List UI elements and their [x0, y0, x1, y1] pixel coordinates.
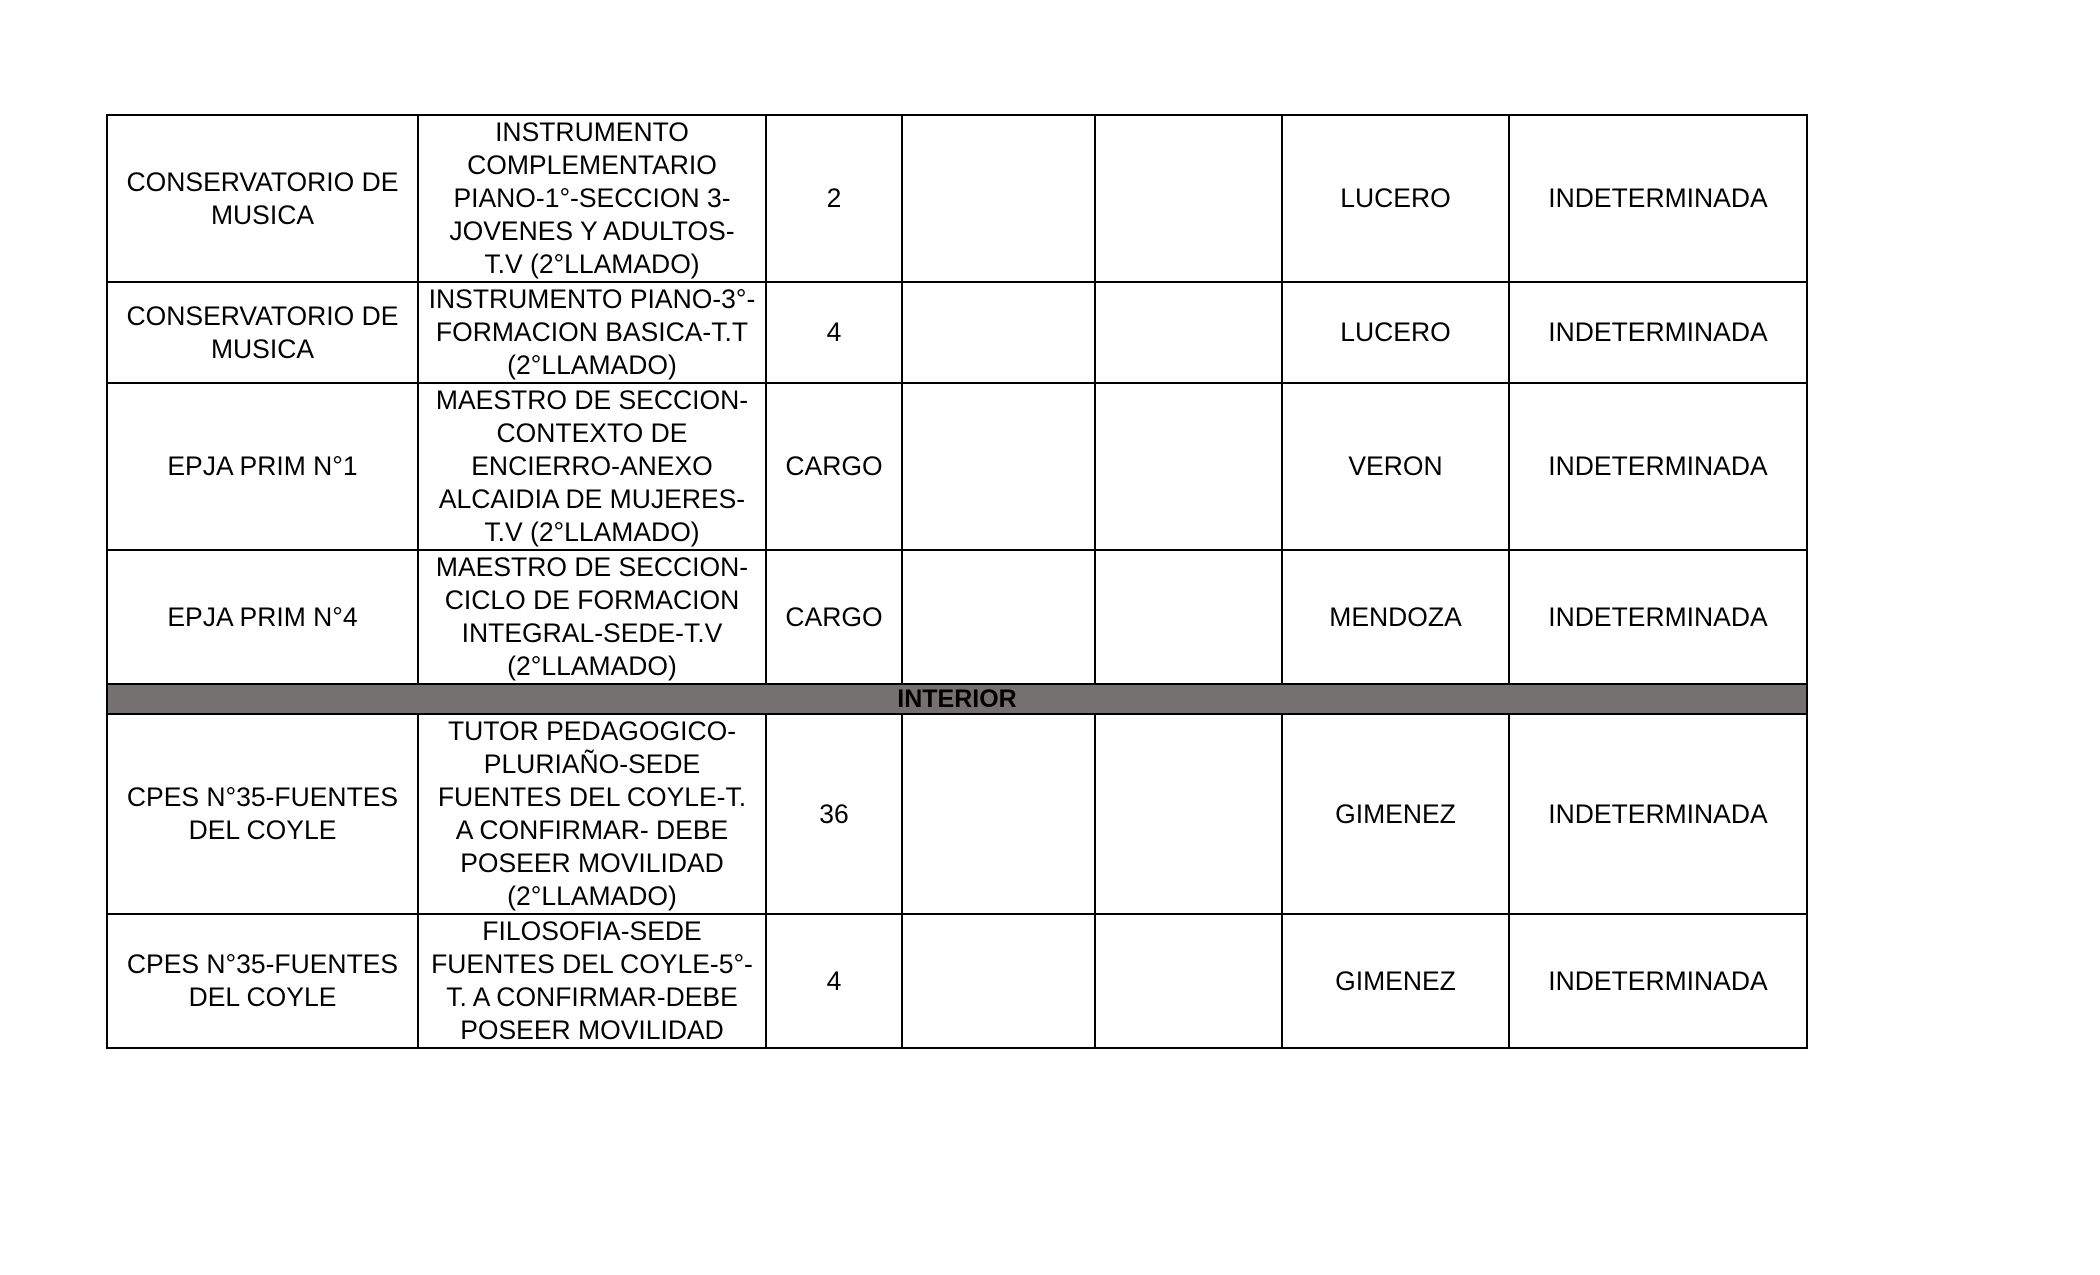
cell-situacion: INDETERMINADA: [1509, 714, 1807, 914]
table-row: [107, 383, 1807, 550]
cell-descripcion: MAESTRO DE SECCION- CONTEXTO DE ENCIERRO-ANEXO ALCAIDIA DE MUJERES- T.V (2°LLAMADO): [418, 383, 766, 550]
cell-situacion: INDETERMINADA: [1509, 282, 1807, 383]
cell-docente: LUCERO: [1282, 115, 1509, 282]
cell-establecimiento: CONSERVATORIO DE MUSICA: [107, 115, 418, 282]
cell-descripcion: FILOSOFIA-SEDE FUENTES DEL COYLE-5°- T. A CONFIRMAR-DEBE POSEER MOVILIDAD: [418, 914, 766, 1048]
cell-descripcion: INSTRUMENTO PIANO-3°- FORMACION BASICA-T.T (2°LLAMADO): [418, 282, 766, 383]
cell-empty: [1095, 383, 1282, 550]
cell-establecimiento: EPJA PRIM N°4: [107, 550, 418, 684]
cell-empty: [902, 383, 1095, 550]
cell-docente: VERON: [1282, 383, 1509, 550]
cell-descripcion: MAESTRO DE SECCION- CICLO DE FORMACION INTEGRAL-SEDE-T.V (2°LLAMADO): [418, 550, 766, 684]
cell-horas: CARGO: [766, 383, 902, 550]
section-header-interior: INTERIOR: [107, 684, 1807, 714]
vacancies-table: [106, 114, 1808, 1049]
cell-docente: LUCERO: [1282, 282, 1509, 383]
table-row: [107, 282, 1807, 383]
cell-situacion: INDETERMINADA: [1509, 914, 1807, 1048]
cell-establecimiento: CONSERVATORIO DE MUSICA: [107, 282, 418, 383]
table-row: [107, 550, 1807, 684]
cell-empty: [902, 714, 1095, 914]
cell-empty: [902, 914, 1095, 1048]
cell-horas: 4: [766, 914, 902, 1048]
cell-docente: GIMENEZ: [1282, 714, 1509, 914]
cell-descripcion: TUTOR PEDAGOGICO- PLURIAÑO-SEDE FUENTES DEL COYLE-T. A CONFIRMAR- DEBE POSEER MOVILIDAD (2°LLAMADO): [418, 714, 766, 914]
cell-horas: 36: [766, 714, 902, 914]
cell-situacion: INDETERMINADA: [1509, 550, 1807, 684]
table-row: [107, 914, 1807, 1048]
cell-horas: 2: [766, 115, 902, 282]
cell-establecimiento: CPES N°35-FUENTES DEL COYLE: [107, 914, 418, 1048]
cell-empty: [902, 115, 1095, 282]
table-row: [107, 714, 1807, 914]
cell-establecimiento: CPES N°35-FUENTES DEL COYLE: [107, 714, 418, 914]
cell-empty: [902, 550, 1095, 684]
cell-empty: [1095, 914, 1282, 1048]
section-header-row: [107, 684, 1807, 714]
cell-empty: [1095, 714, 1282, 914]
cell-empty: [1095, 115, 1282, 282]
cell-docente: GIMENEZ: [1282, 914, 1509, 1048]
table-row: [107, 115, 1807, 282]
cell-empty: [1095, 550, 1282, 684]
cell-docente: MENDOZA: [1282, 550, 1509, 684]
cell-descripcion: INSTRUMENTO COMPLEMENTARIO PIANO-1°-SECCION 3- JOVENES Y ADULTOS- T.V (2°LLAMADO): [418, 115, 766, 282]
cell-horas: 4: [766, 282, 902, 383]
cell-empty: [902, 282, 1095, 383]
cell-horas: CARGO: [766, 550, 902, 684]
cell-situacion: INDETERMINADA: [1509, 383, 1807, 550]
cell-situacion: INDETERMINADA: [1509, 115, 1807, 282]
cell-establecimiento: EPJA PRIM N°1: [107, 383, 418, 550]
cell-empty: [1095, 282, 1282, 383]
